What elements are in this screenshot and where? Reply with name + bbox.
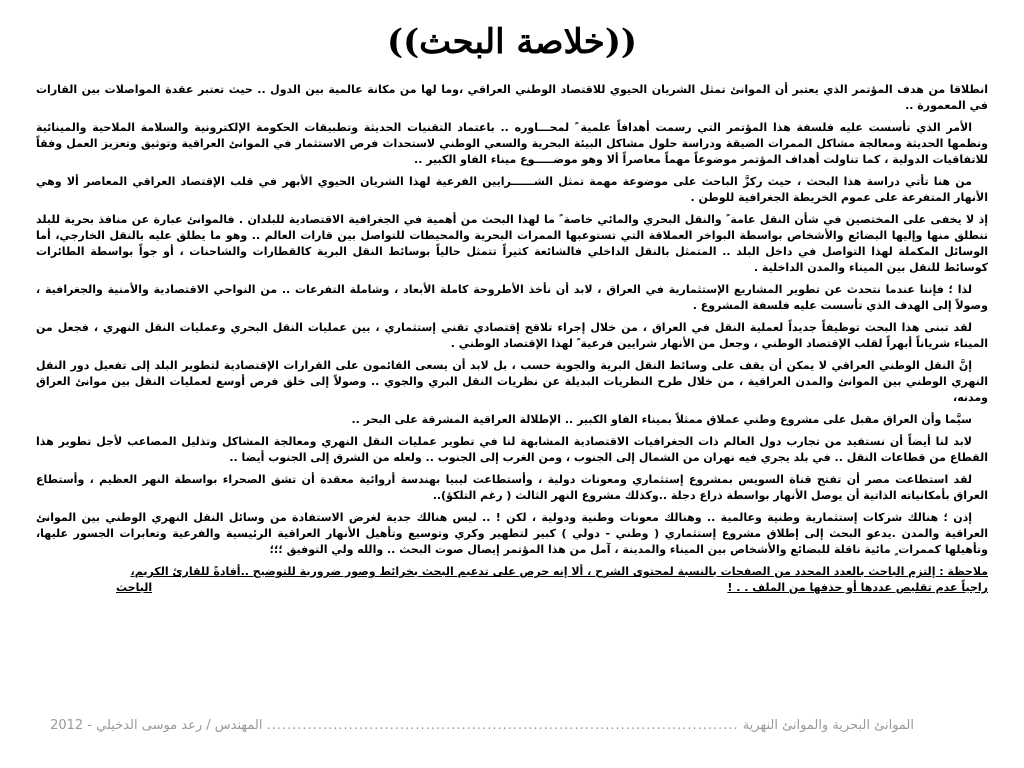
note-line-2-text: راجياً عدم تقليص عددها أو حذفها من الملف . . ! xyxy=(727,581,988,594)
paragraph-conclusion: إذن ؛ هنالك شركات إستثمارية وطنية وعالمية .. وهنالك معونات وطنية ودولية ، لكن ! .. ليس هنالك جدية لغرض الاستفادة من وسائل النقل النهري الوطني بين الموانئ العراقية والمدن .يدعو البحث إلى إطلاق مشروع إستثماري ( وطني - دولي ) كبير لتطهير وكري وتوسيع وتأهيل الأنهار العراقية الرئيسية والفرعية وتعابرات الجسور عليها، وتأهيلها كممرات ٍ مائية ناقلة للبضائع والأشخاص بين الميناء والمدينة ، آمل من هذا المؤتمر إيصال صوت البحث .. والله ولي التوفيق ؛؛؛ xyxy=(36,511,988,556)
paragraph-intro: انطلاقا من هدف المؤتمر الذي يعتبر أن الموانئ تمثل الشريان الحيوي للاقتصاد الوطني العراقي ،وما لها من مكانة عالمية بين الدول .. حيث تعتبر عقدة المواصلات بين القارات في المعمورة .. xyxy=(36,83,988,112)
note-line-2 xyxy=(36,580,988,596)
paragraph-faw-port: سيَّما وأن العراق مقبل على مشروع وطني عملاق ممثلاً بميناء الفاو الكبير .. الإطلالة العراقية المشرقة على البحر .. xyxy=(351,413,972,426)
page-title: ((خلاصة البحث)) xyxy=(387,22,637,62)
footer-author: المهندس / رعد موسى الدخيلي - 2012 xyxy=(50,718,263,733)
paragraph-investment: لذا ؛ فإننا عندما نتحدث عن تطوير المشاريع الإستثمارية في العراق ، لابد أن نأخذ الأطروحة كاملة الأبعاد ، وشاملة التفرعات .. من النواحي الاقتصادية والأمنية والجغرافية ، وصولاً إلى الهدف الذي تأسست عليه فلسفة المشروع . xyxy=(36,283,988,312)
paragraph-research-focus: من هنا تأتي دراسة هذا البحث ، حيث ركزَّ الباحث على موضوعة مهمة تمثل الشــــــرايين الفرعية لهذا الشريان الحيوي الأبهر في قلب الإقتصاد العراقي المعاصر ألا وهي الأنهار المتفرعة على عموم الخريطة الجغرافية للوطن . xyxy=(36,175,988,204)
author-note xyxy=(36,564,988,596)
note-author: الباحث xyxy=(116,581,153,594)
paragraph-examples: لقد استطاعت مصر أن تفتح قناة السويس بمشروع إستثماري ومعونات دولية ، وأستطاعت ليبيا بهندسة أروائية معقدة أن تشق الصحراء بواسطة النهر العظيم ، وأستطاع العراق بأمكانياته الذاتية أن يوصل الأنهار بواسطة ذراع دجلة ..وكذلك مشروع النهر الثالث ( رغم التلكؤ).. xyxy=(36,473,988,502)
summary-body xyxy=(36,82,988,558)
note-line-1: ملاحظة : إلتزم الباحث بالعدد المحدد من الصفحات بالنسبة لمحتوى الشرح ، ألا إنه حرص على تدعيم البحث بخرائط وصور ضرورية للتوضيح ..أفادةً للقارئ الكريم، xyxy=(130,565,988,578)
page-footer xyxy=(50,718,914,733)
paragraph-national-transport: إنَّ النقل الوطني العراقي لا يمكن أن يقف على وسائط النقل البرية والجوية حسب ، بل لابد أن يسعى القائمون على القرارات الإقتصادية لتطوير البلد إلى تفعيل دور النقل النهري الوطني بين الموانئ والمدن العراقية ، من خلال طرح النظريات البديلة عن نظريات النقل البري والجوي .. وصولاً إلى خلق فرص أوسع لعمليات النقل بين موانئ العراق ومدنه، xyxy=(36,359,988,404)
paragraph-world-experience: لابد لنا أيضاً أن نستفيد من تجارب دول العالم ذات الجغرافيات الاقتصادية المشابهة لنا في تطوير عمليات النقل النهري ومعالجة المشاكل وتذليل المصاعب لأجل تطوير هذا القطاع من قطاعات النقل .. في بلد يجري فيه نهران من الشمال إلى الجنوب ، ومن الغرب إلى الجنوب .. ولعله من الشرق إلى الجنوب أيضا .. xyxy=(36,435,988,464)
paragraph-transport-importance: إذ لا يخفى على المختصين في شأن النقل عامة ً والنقل البحري والمائي خاصة ً ما لهذا البحث من أهمية في الجغرافية الاقتصادية للبلدان . فالموانئ عبارة عن منافذ بحرية للبلد تنطلق منها وإليها البضائع والأشخاص بواسطة البواخر العملاقة التي تستوعبها الممرات البحرية والمحيطات للتواصل بين قارات العالم .. وهو ما يطلق عليه بالنقل الخارجي، أما الوسائل المكملة لهذا التواصل في داخل البلد .. المتمثل بالنقل الداخلي فالشائعة كثيراً تتمثل حالياً بوسائط النقل البرية كالقطارات والشاحنات ، أو جواً بواسطة الطائرات كوسائط للنقل بين الميناء والمدن الداخلية . xyxy=(36,213,988,274)
footer-topic: الموانئ البحرية والموانئ النهرية xyxy=(742,718,914,733)
paragraph-new-approach: لقد تبنى هذا البحث توظيفاً جديداً لعملية النقل في العراق ، من خلال إجراء تلاقح إقتصادي تقني إستثماري ، بين عمليات النقل البحري وعمليات النقل النهري ، فجعل من الميناء شرياناً أبهراً لقلب الإقتصاد الوطني ، وجعل من الأنهار شرايين فرعية ً لهذا الإقتصاد الوطني . xyxy=(36,321,988,350)
paragraph-conference-philosophy: الأمر الذي تأسست عليه فلسفة هذا المؤتمر التي رسمت أهدافاً علمية ً لمحـــاوره .. باعتماد التقنيات الحديثة وتطبيقات الحكومة الإلكترونية والسلامة الملاحية والمينائية ونظمها الحديثة ومعالجة مشاكل الممرات الضيقة ودراسة حلول مشاكل البيئة البحرية والسعي الوطني لاستحداث فرص الاستثمار في الموانئ العراقية وتوثيق وتعزيز العمل وفقاً للاتفاقيات الدولية ، كما تناولت أهداف المؤتمر موضوعاً مهماً معاصراً ألا وهو موضـــــوع ميناء الفاو الكبير .. xyxy=(36,121,988,166)
footer-dots: ............................................................................................ xyxy=(266,718,739,733)
document-page xyxy=(36,14,988,596)
